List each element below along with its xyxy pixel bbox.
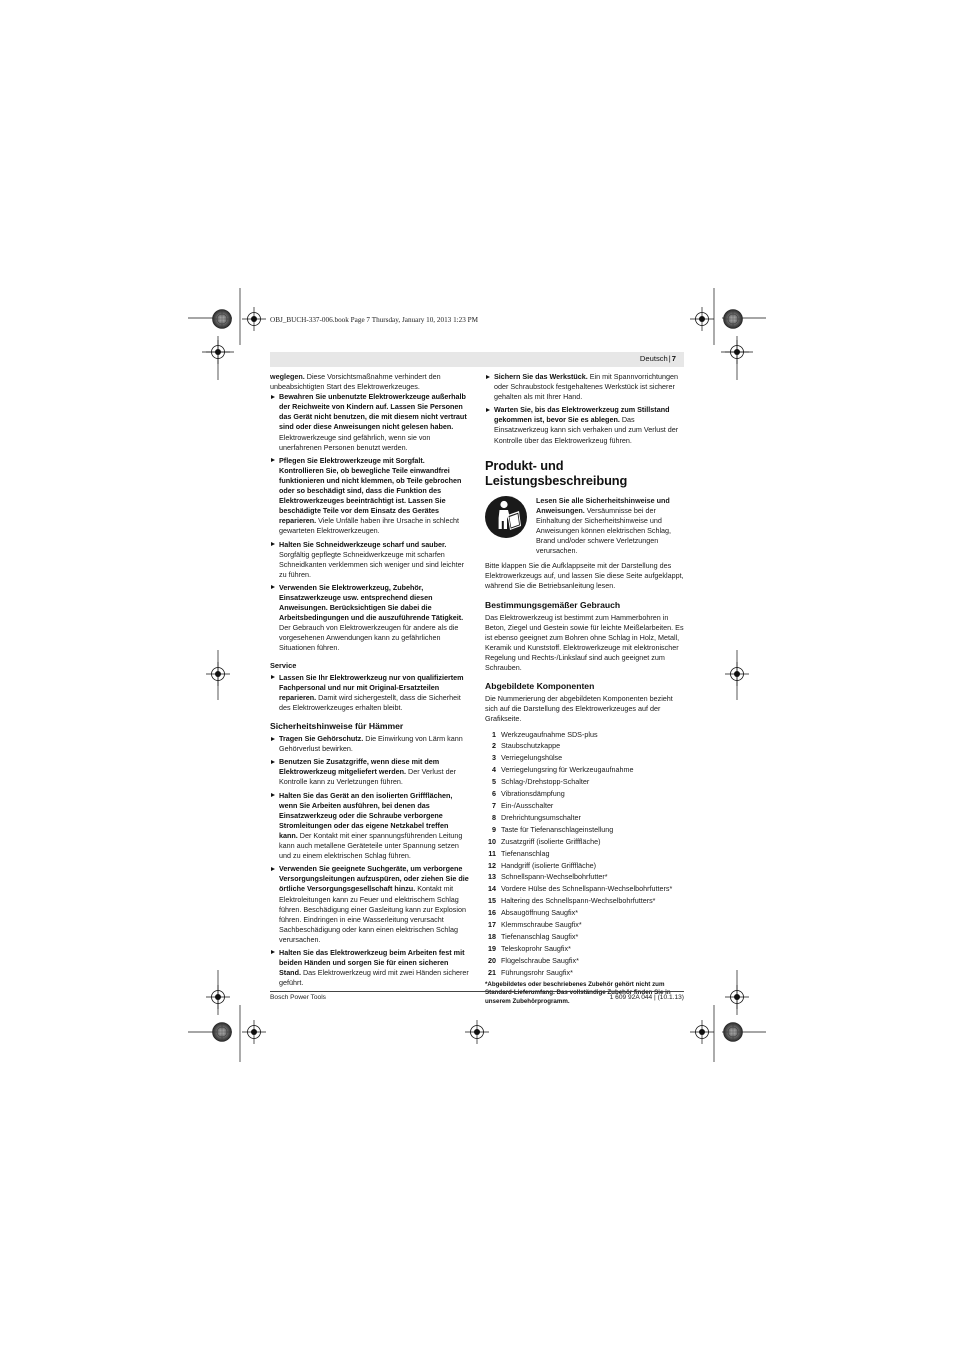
component-label: Tiefenanschlag Saugfix* <box>501 931 579 941</box>
list-item <box>485 943 684 955</box>
fold-out-instructions: Bitte klappen Sie die Aufklappseite mit der Darstellung des Elektrowerkzeugs auf, und lassen Sie diese Seite aufgeklappt, während Sie die Betriebsanleitung lesen. <box>485 561 684 591</box>
component-label: Schnellspann-Wechselbohrfutter* <box>501 872 608 882</box>
component-label: Klemmschraube Saugfix* <box>501 920 582 930</box>
component-number: 4 <box>492 765 496 775</box>
color-target-icon <box>724 310 743 329</box>
safety-bullet: Lassen Sie Ihr Elektrowerkzeug nur von qualifiziertem Fachpersonal und nur mit Original-Ersatzteilen reparieren. Damit wird sichergestellt, dass die Sicherheit des Elektrowerkzeuges erhalten bleibt. <box>270 673 469 713</box>
components-intro: Die Nummerierung der abgebildeten Komponenten bezieht sich auf die Darstellung des Elektrowerkzeuges auf der Grafikseite. <box>485 694 673 724</box>
list-item <box>485 955 684 967</box>
list-item <box>485 800 684 812</box>
components-heading: Abgebildete Komponenten <box>485 681 595 692</box>
component-label: Absaugöffnung Saugfix* <box>501 908 578 918</box>
component-label: Zusatzgriff (isolierte Grifffläche) <box>501 836 601 846</box>
list-item <box>485 848 684 860</box>
list-item <box>485 729 684 741</box>
component-number: 3 <box>492 753 496 763</box>
safety-bullet: Benutzen Sie Zusatzgriffe, wenn diese mit dem Elektrowerkzeug mitgeliefert werden. Der Verlust der Kontrolle kann zu Verletzungen führen. <box>270 757 469 787</box>
safety-bullet: Halten Sie Schneidwerkzeuge scharf und sauber. Sorgfältig gepflegte Schneidwerkzeuge mit scharfen Schneidkanten verklemmen sich weniger und sind leichter zu führen. <box>270 540 469 580</box>
safety-bullet: Bewahren Sie unbenutzte Elektrowerkzeuge außerhalb der Reichweite von Kindern auf. Lassen Sie Personen das Gerät nicht benutzen, die mit diesem nicht vertraut sind oder diese Anweisungen nicht gelesen haben. Elektrowerkzeuge sind gefährlich, wenn sie von unerfahrenen Personen benutzt werden. <box>270 392 469 453</box>
component-label: Schlag-/Drehstopp-Schalter <box>501 777 590 787</box>
component-number: 1 <box>492 729 496 739</box>
component-label: Tiefenanschlag <box>501 848 550 858</box>
intended-use-heading: Bestimmungsgemäßer Gebrauch <box>485 599 621 610</box>
safety-bullet: Sichern Sie das Werkstück. Ein mit Spannvorrichtungen oder Schraubstock festgehaltenes Werkstück ist sicherer gehalten als mit Ihrer Hand. <box>485 372 684 402</box>
color-target-icon <box>213 310 232 329</box>
header-separator: | <box>668 354 671 363</box>
list-item <box>485 788 684 800</box>
component-label: Vordere Hülse des Schnellspann-Wechselbohrfutters* <box>501 884 673 894</box>
component-number: 9 <box>492 824 496 834</box>
list-item <box>485 836 684 848</box>
footer-brand: Bosch Power Tools <box>270 994 326 1001</box>
component-label: Werkzeugaufnahme SDS-plus <box>501 729 598 739</box>
registration-mark-icon <box>690 307 714 331</box>
component-number: 13 <box>488 872 496 882</box>
list-item <box>485 967 684 979</box>
header-label <box>640 354 676 363</box>
component-label: Verriegelungsring für Werkzeugaufnahme <box>501 765 634 775</box>
warning-text: Lesen Sie alle Sicherheitshinweise und Anweisungen. Versäumnisse bei der Einhaltung der Sicherheitshinweise und Anweisungen können elektrischen Schlag, Brand und/oder schwere Verletzungen verursachen. <box>536 495 672 556</box>
component-label: Vibrationsdämpfung <box>501 789 565 799</box>
component-label: Teleskoprohr Saugfix* <box>501 943 571 953</box>
list-item <box>485 764 684 776</box>
safety-bullet: Halten Sie das Elektrowerkzeug beim Arbeiten fest mit beiden Händen und sorgen Sie für einen sicheren Stand. Das Elektrowerkzeug wird mit zwei Händen sicherer geführt. <box>270 948 469 988</box>
header-language: Deutsch <box>639 354 668 363</box>
section-heading: Produkt- und Leistungsbeschreibung <box>485 457 628 488</box>
component-number: 12 <box>488 860 496 870</box>
list-item <box>485 740 684 752</box>
component-number: 18 <box>488 931 496 941</box>
list-item <box>485 776 684 788</box>
safety-bullet: Verwenden Sie Elektrowerkzeug, Zubehör, Einsatzwerkzeuge usw. entsprechend diesen Anweisungen. Berücksichtigen Sie dabei die Arbeitsbedingungen und die auszuführende Tätigkeit. Der Gebrauch von Elektrowerkzeugen für andere als die vorgesehenen Anwendungen kann zu gefährlichen Situationen führen. <box>270 583 469 654</box>
accessory-footnote: *Abgebildetes oder beschriebenes Zubehör gehört nicht zum Standard-Lieferumfang. Das vollständige Zubehör finden Sie in unserem Zubehörprogramm. <box>485 980 671 1005</box>
component-label: Taste für Tiefenanschlageinstellung <box>501 824 614 834</box>
component-number: 5 <box>492 777 496 787</box>
intended-use-text: Das Elektrowerkzeug ist bestimmt zum Hammerbohren in Beton, Ziegel und Gestein sowie für leichte Meißelarbeiten. Es ist ebenso geeignet zum Bohren ohne Schlag in Holz, Metall, Keramik und Kunststoff. Elektrowerkzeuge mit elektronischer Regelung und Rechts-/Linkslauf sind auch geeignet zum Schrauben. <box>485 612 684 673</box>
list-item <box>485 907 684 919</box>
print-slug: OBJ_BUCH-337-006.book Page 7 Thursday, January 10, 2013 1:23 PM <box>270 316 479 324</box>
list-item <box>485 812 684 824</box>
safety-bullet: Verwenden Sie geeignete Suchgeräte, um verborgene Versorgungsleitungen aufzuspüren, oder ziehen Sie die örtliche Versorgungsgesellschaft hinzu. Kontakt mit Elektroleitungen kann zu Feuer und elektrischem Schlag führen. Beschädigung einer Gasleitung kann zur Explosion führen. Eindringen in eine Wasserleitung verursacht Sachbeschädigung oder kann einen elektrischen Schlag verursachen. <box>270 864 469 945</box>
component-label: Drehrichtungsumschalter <box>501 812 581 822</box>
registration-mark-icon <box>690 1020 714 1044</box>
component-label: Flügelschraube Saugfix* <box>501 955 579 965</box>
color-target-icon <box>213 1023 232 1042</box>
page-header <box>270 352 684 367</box>
hammer-safety-heading: Sicherheitshinweise für Hämmer <box>270 721 404 731</box>
list-item <box>485 860 684 872</box>
safety-bullet: Warten Sie, bis das Elektrowerkzeug zum Stillstand gekommen ist, bevor Sie es ablegen. Das Einsatzwerkzeug kann sich verhaken und zum Verlust der Kontrolle über das Elektrowerkzeug führen. <box>485 405 684 445</box>
component-label: Verriegelungshülse <box>501 753 563 763</box>
component-number: 6 <box>492 789 496 799</box>
component-number: 10 <box>488 836 496 846</box>
component-label: Haltering des Schnellspann-Wechselbohrfutters* <box>501 896 656 906</box>
component-number: 11 <box>488 848 496 858</box>
component-number: 8 <box>492 812 496 822</box>
component-number: 15 <box>488 896 496 906</box>
safety-bullet: Tragen Sie Gehörschutz. Die Einwirkung von Lärm kann Gehörverlust bewirken. <box>270 734 469 754</box>
read-manual-icon <box>485 496 527 538</box>
list-item <box>485 895 684 907</box>
footer-divider <box>270 991 684 992</box>
list-item <box>485 931 684 943</box>
footer-doc-number: 1 609 92A 044 | (10.1.13) <box>609 994 684 1001</box>
component-label: Handgriff (isolierte Grifffläche) <box>501 860 597 870</box>
component-label: Ein-/Ausschalter <box>501 800 554 810</box>
left-column <box>270 372 469 991</box>
component-number: 17 <box>488 920 496 930</box>
component-number: 20 <box>488 955 496 965</box>
component-number: 19 <box>488 943 496 953</box>
page-number: 7 <box>671 354 676 363</box>
registration-mark-icon <box>242 1020 266 1044</box>
right-column <box>485 372 684 1006</box>
color-target-icon <box>724 1023 743 1042</box>
component-number: 2 <box>492 741 496 751</box>
component-number: 7 <box>492 800 496 810</box>
safety-bullet: Pflegen Sie Elektrowerkzeuge mit Sorgfalt. Kontrollieren Sie, ob bewegliche Teile einwandfrei funktionieren und nicht klemmen, ob Teile gebrochen oder so beschädigt sind, dass die Funktion des Elektrowerkzeuges beeinträchtigt ist. Lassen Sie beschädigte Teile vor dem Einsatz des Gerätes reparieren. Viele Unfälle haben ihre Ursache in schlecht gewarteten Elektrowerkzeugen. <box>270 456 469 537</box>
registration-mark-icon <box>242 307 266 331</box>
component-number: 16 <box>488 908 496 918</box>
list-item <box>485 919 684 931</box>
component-number: 21 <box>488 967 496 977</box>
paragraph: weglegen. Diese Vorsichtsmaßnahme verhindert den unbeabsichtigten Start des Elektrowerkzeuges. <box>270 372 441 392</box>
component-number: 14 <box>488 884 496 894</box>
service-heading: Service <box>270 660 297 670</box>
list-item <box>485 824 684 836</box>
list-item <box>485 752 684 764</box>
list-item <box>485 871 684 883</box>
components-list <box>485 729 684 979</box>
safety-bullet: Halten Sie das Gerät an den isolierten Griffflächen, wenn Sie Arbeiten ausführen, bei denen das Einsatzwerkzeug oder die Schraube verborgene Stromleitungen oder das eigene Netzkabel treffen kann. Der Kontakt mit einer spannungsführenden Leitung kann auch metallene Geräteteile unter Spannung setzen und zu einem elektrischen Schlag führen. <box>270 791 469 862</box>
registration-mark-icon <box>465 1020 489 1044</box>
list-item <box>485 883 684 895</box>
warning-box <box>485 496 684 557</box>
component-label: Führungsrohr Saugfix* <box>501 967 573 977</box>
component-label: Staubschutzkappe <box>501 741 561 751</box>
